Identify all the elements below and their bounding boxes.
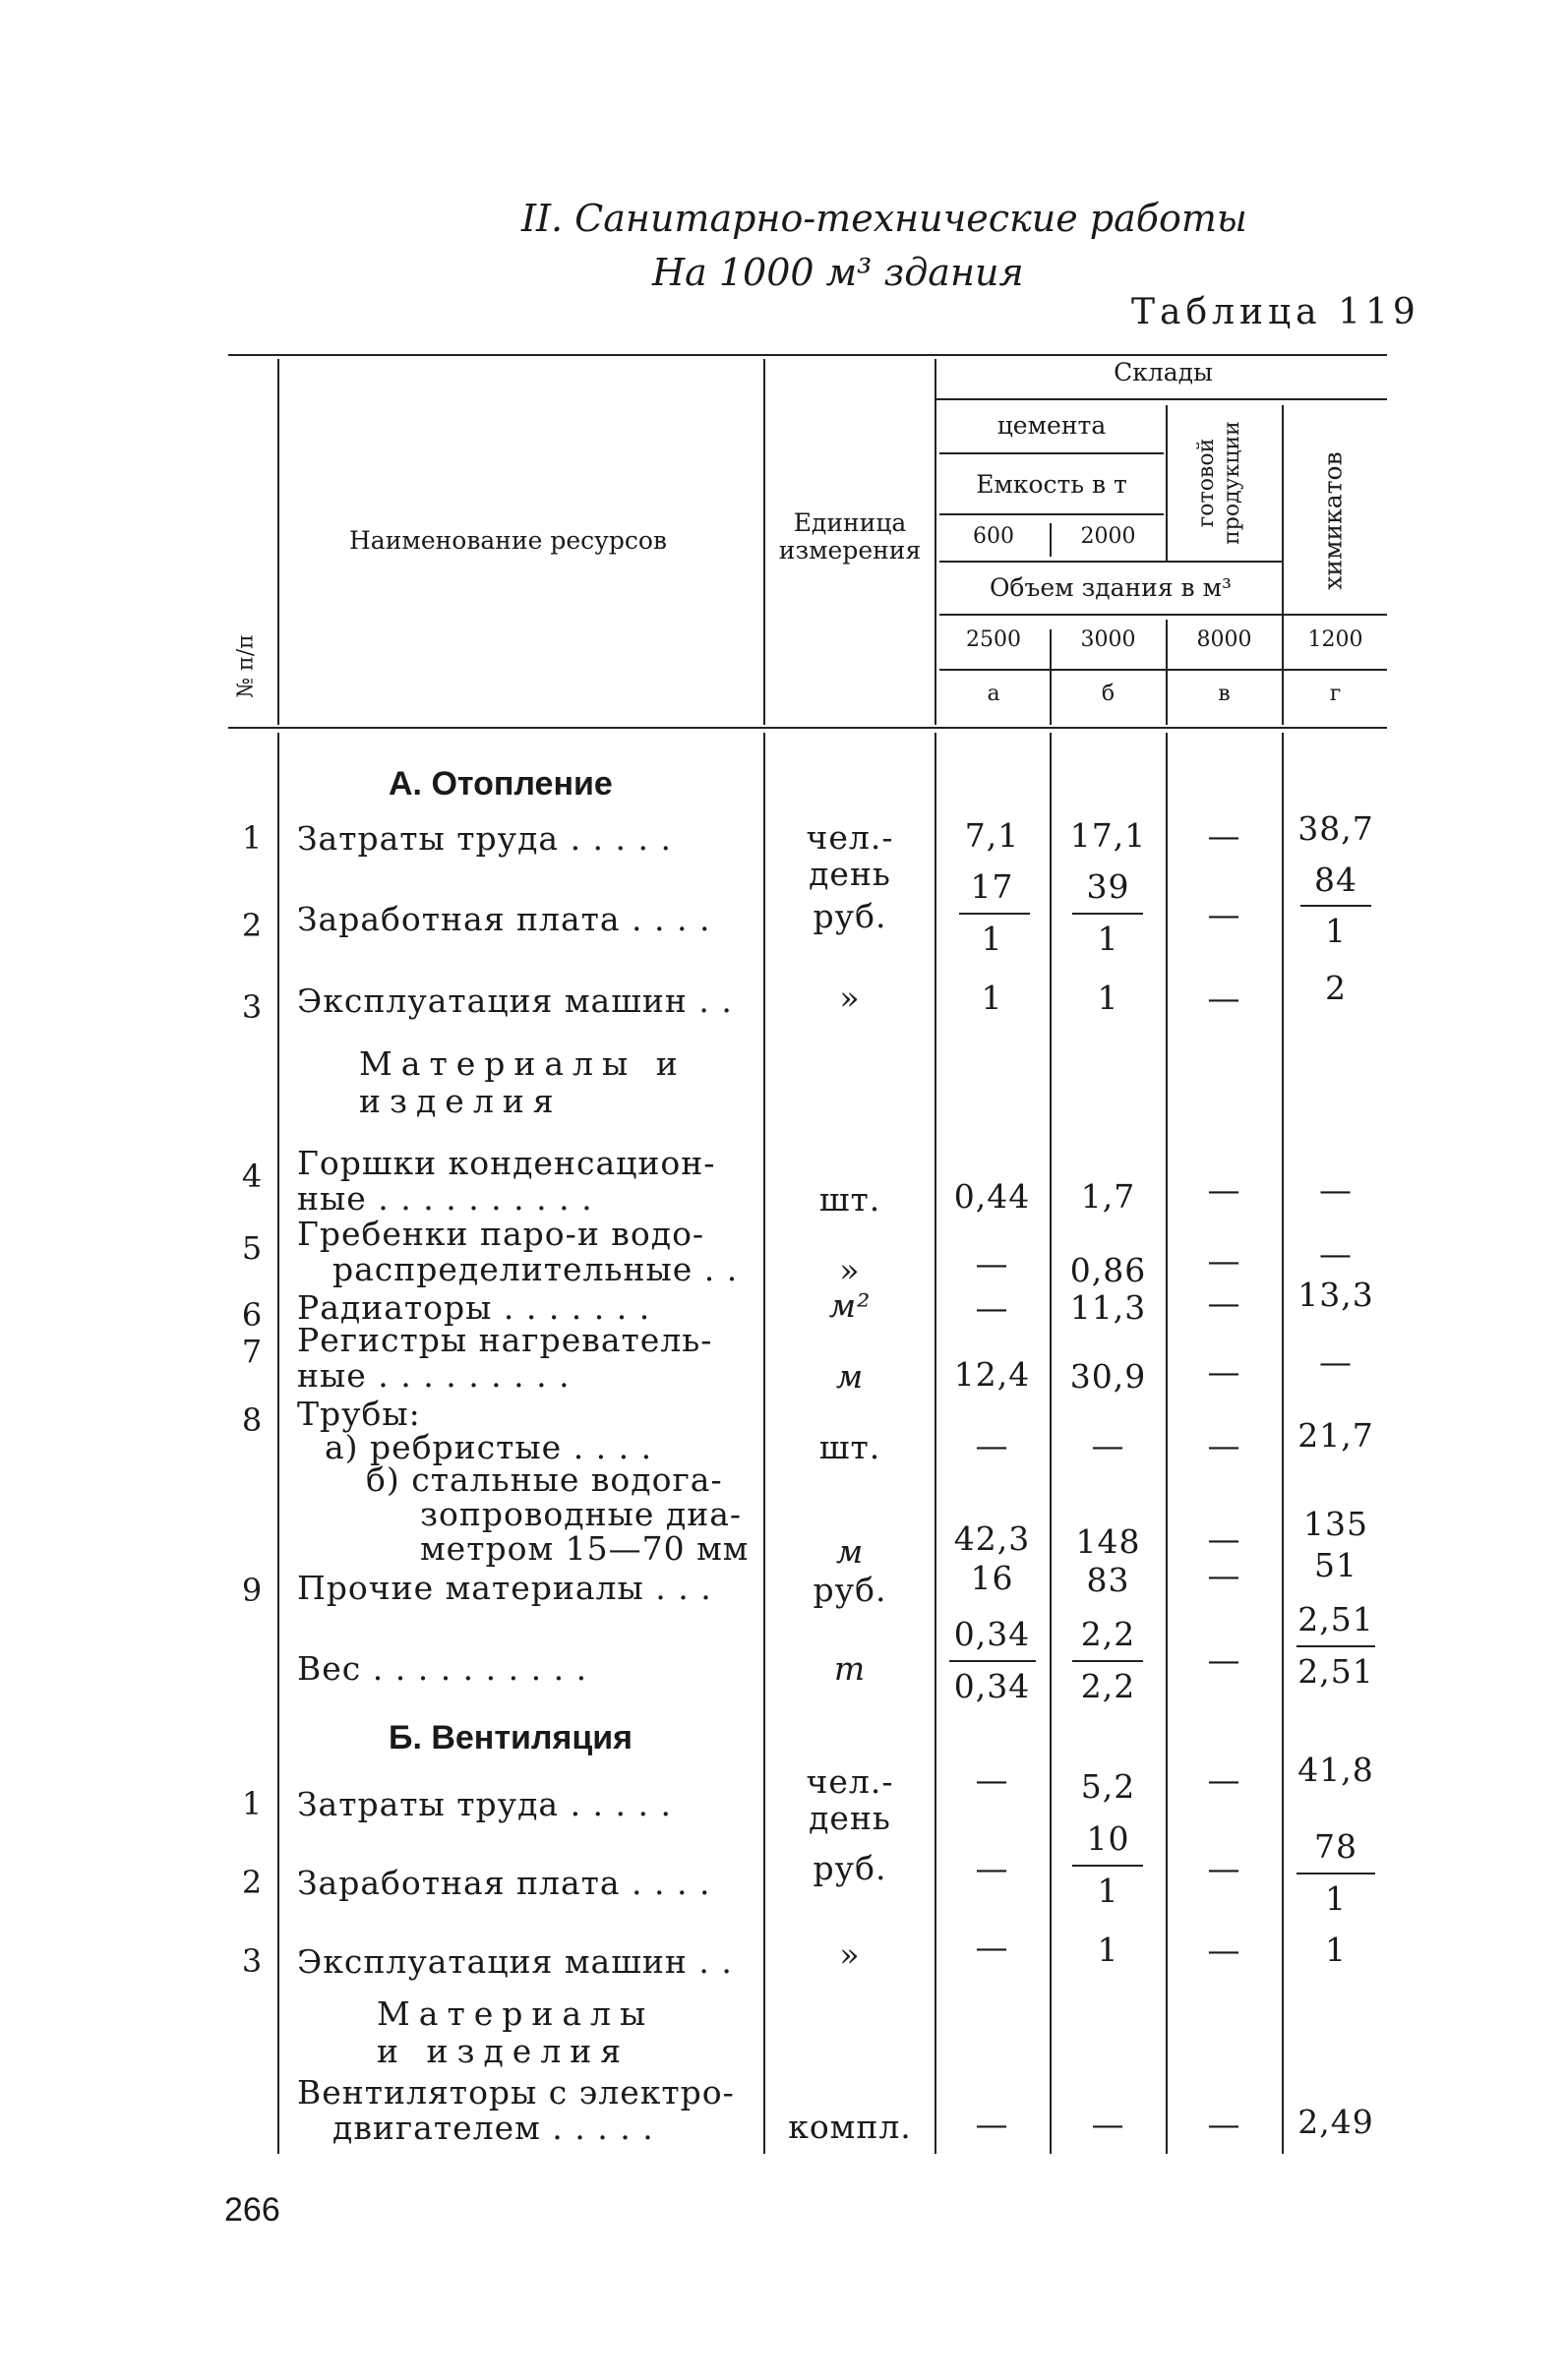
- row-number: 3: [241, 1942, 263, 1980]
- cell-b-denominator: 1: [1097, 920, 1119, 958]
- cell-g: 135: [1303, 1505, 1368, 1543]
- cell-v: —: [1207, 1931, 1241, 1969]
- row-name: Эксплуатация машин . .: [297, 1942, 733, 1981]
- row-unit: м: [835, 1532, 865, 1571]
- cell-a: 16: [970, 1559, 1014, 1597]
- table-label: Таблица 119: [1131, 292, 1420, 332]
- cell-a: 1: [981, 979, 1003, 1017]
- finished-products-header: готовой продукции: [1194, 421, 1244, 545]
- row-unit: шт.: [818, 1428, 881, 1466]
- cell-v: —: [1207, 1241, 1241, 1279]
- header-rule: [939, 452, 1164, 454]
- cement-header: цемента: [996, 411, 1107, 440]
- header-rule: [935, 398, 1387, 400]
- cell-g-denominator: 2,51: [1297, 1652, 1374, 1691]
- cell-b-numerator: 10: [1086, 1819, 1130, 1858]
- materials-heading: Материалы и: [359, 1044, 687, 1083]
- row-unit: чел.- день: [806, 818, 894, 893]
- capacity-600: 600: [973, 524, 1014, 549]
- cell-b-numerator: 39: [1086, 867, 1130, 906]
- capacity-2000: 2000: [1080, 524, 1136, 549]
- header-rule: [939, 561, 1282, 563]
- cell-v: —: [1207, 2105, 1241, 2143]
- cell-g: 1: [1325, 1931, 1347, 1969]
- cell-b-numerator: 2,2: [1080, 1615, 1136, 1653]
- row-unit: т: [833, 1649, 867, 1688]
- capacity-header: Емкость в т: [976, 470, 1127, 499]
- cell-g: 13,3: [1297, 1276, 1374, 1314]
- cell-g-numerator: 78: [1314, 1827, 1357, 1866]
- row-unit: руб.: [813, 1571, 887, 1609]
- body-divider: [1282, 733, 1284, 2154]
- cell-a: —: [975, 1288, 1009, 1327]
- row-number: 1: [241, 819, 263, 857]
- cell-a: —: [975, 1928, 1009, 1966]
- cell-a: —: [975, 1849, 1009, 1887]
- row-number: 3: [241, 988, 263, 1026]
- cell-b: 30,9: [1069, 1357, 1147, 1396]
- cell-b: 5,2: [1080, 1767, 1136, 1806]
- row-number: 2: [241, 1864, 263, 1901]
- cell-v: —: [1207, 895, 1241, 933]
- row-unit: м²: [828, 1286, 872, 1325]
- materials-heading: и изделия: [377, 2032, 631, 2070]
- cell-v: —: [1207, 1426, 1241, 1464]
- row-unit: »: [839, 1935, 861, 1974]
- header-divider: [935, 359, 936, 725]
- row-name: Эксплуатация машин . .: [297, 982, 733, 1020]
- cell-b: —: [1091, 1426, 1125, 1464]
- cell-a: 0,44: [953, 1177, 1031, 1216]
- header-rule: [939, 614, 1387, 616]
- cell-b: —: [1091, 2105, 1125, 2143]
- warehouses-header: Склады: [1114, 358, 1213, 387]
- volume-2500: 2500: [966, 627, 1021, 652]
- row-number: 1: [241, 1785, 263, 1822]
- cell-g: 51: [1314, 1546, 1357, 1584]
- row-number: 5: [241, 1229, 263, 1267]
- column-letter-v: в: [1218, 682, 1231, 706]
- materials-heading: Материалы: [377, 1994, 655, 2033]
- row-name: Заработная плата . . . .: [297, 900, 711, 938]
- cell-b: 11,3: [1069, 1288, 1147, 1327]
- section-ventilation: Б. Вентиляция: [389, 1719, 633, 1756]
- cell-g-numerator: 2,51: [1297, 1600, 1374, 1638]
- table-top-rule: [228, 354, 1387, 356]
- cell-v: —: [1207, 1556, 1241, 1594]
- cell-g-denominator: 1: [1325, 1879, 1347, 1918]
- row-name: Гребенки паро-и водо- распределительные . .: [297, 1215, 739, 1288]
- header-rule: [939, 513, 1164, 515]
- fraction-bar: [1072, 1660, 1143, 1662]
- col-name-header: Наименование ресурсов: [349, 526, 668, 555]
- row-number: 9: [241, 1572, 263, 1609]
- cell-g-denominator: 1: [1325, 912, 1347, 950]
- cell-v: —: [1207, 816, 1241, 855]
- row-name: Трубы:: [297, 1395, 421, 1433]
- fraction-bar: [1297, 1645, 1375, 1647]
- row-number: 4: [241, 1158, 263, 1195]
- row-name: Затраты труда . . . . .: [297, 819, 672, 858]
- cell-a-numerator: 0,34: [953, 1615, 1031, 1653]
- cell-g: 41,8: [1297, 1751, 1374, 1789]
- col-unit-header: Единица измерения: [778, 508, 922, 565]
- cell-a-numerator: 17: [970, 867, 1014, 906]
- fraction-bar: [949, 1660, 1036, 1662]
- cell-b-denominator: 1: [1097, 1872, 1119, 1910]
- body-divider: [277, 733, 279, 2154]
- body-divider: [763, 733, 765, 2154]
- header-rule: [939, 669, 1387, 671]
- column-letter-b: б: [1101, 682, 1116, 706]
- row-name: Заработная плата . . . .: [297, 1864, 711, 1902]
- cell-g: 2: [1325, 969, 1347, 1007]
- subtitle: На 1000 м³ здания: [652, 251, 1024, 294]
- header-divider: [277, 359, 279, 725]
- cell-g: —: [1319, 1234, 1353, 1273]
- col-no-header: № п/п: [233, 634, 259, 698]
- cell-a: —: [975, 1760, 1009, 1799]
- row-unit: шт.: [818, 1180, 881, 1219]
- cell-b: 17,1: [1069, 816, 1147, 855]
- fraction-bar: [1300, 905, 1371, 907]
- section-title: II. Санитарно-технические работы: [521, 197, 1247, 240]
- header-divider: [1166, 405, 1168, 563]
- body-divider: [1166, 733, 1168, 2154]
- row-unit: компл.: [788, 2108, 912, 2146]
- cell-g: —: [1319, 1170, 1353, 1209]
- cell-a-denominator: 1: [981, 920, 1003, 958]
- cell-v: —: [1207, 1170, 1241, 1209]
- cell-g: 21,7: [1297, 1416, 1374, 1455]
- chemicals-header: химикатов: [1318, 451, 1348, 590]
- row-subitem: б) стальные водога- зопроводные диа- метром 15—70 мм: [366, 1460, 750, 1568]
- row-number: 6: [241, 1296, 263, 1334]
- row-name: Горшки конденсацион- ные . . . . . . . . . .: [297, 1144, 716, 1218]
- cell-v: —: [1207, 979, 1241, 1017]
- body-divider: [1050, 733, 1052, 2154]
- cell-b: 1: [1097, 1931, 1119, 1969]
- header-divider: [1166, 620, 1168, 725]
- fraction-bar: [1297, 1873, 1375, 1874]
- cell-g: 38,7: [1297, 809, 1374, 848]
- cell-b: 83: [1086, 1561, 1130, 1599]
- header-divider: [1282, 405, 1284, 725]
- cell-a: 7,1: [964, 816, 1020, 855]
- cell-a: —: [975, 2105, 1009, 2143]
- cell-a: —: [975, 1426, 1009, 1464]
- row-subitem: а) ребристые . . . .: [325, 1428, 653, 1466]
- cell-v: —: [1207, 1640, 1241, 1679]
- column-letter-g: г: [1329, 682, 1342, 706]
- cell-b: 148: [1075, 1522, 1141, 1561]
- row-unit: руб.: [813, 897, 887, 935]
- cell-g: 2,49: [1297, 2103, 1374, 2141]
- row-unit: чел.- день: [806, 1762, 894, 1837]
- row-unit: »: [839, 1251, 861, 1289]
- materials-heading: изделия: [359, 1082, 563, 1120]
- cell-v: —: [1207, 1760, 1241, 1799]
- cell-v: —: [1207, 1283, 1241, 1322]
- cell-g: —: [1319, 1342, 1353, 1381]
- row-unit: »: [839, 979, 861, 1017]
- cell-a: 12,4: [953, 1355, 1031, 1394]
- row-name: Вес . . . . . . . . . .: [297, 1649, 588, 1688]
- row-name: Прочие материалы . . .: [297, 1569, 712, 1607]
- volume-1200: 1200: [1307, 627, 1363, 652]
- fraction-bar: [959, 913, 1030, 915]
- row-name: Затраты труда . . . . .: [297, 1785, 672, 1823]
- row-number: 8: [241, 1401, 263, 1439]
- cell-b: 1,7: [1080, 1177, 1136, 1216]
- row-unit: руб.: [813, 1849, 887, 1887]
- row-number: 7: [241, 1333, 263, 1370]
- cell-a: 42,3: [953, 1519, 1031, 1558]
- header-divider: [1050, 523, 1052, 557]
- row-number: 2: [241, 907, 263, 944]
- column-letter-a: а: [987, 682, 1000, 706]
- row-name: Вентиляторы с электро- двигателем . . . . .: [297, 2073, 735, 2147]
- fraction-bar: [1072, 1865, 1143, 1867]
- header-divider: [1050, 629, 1052, 725]
- row-name: Регистры нагреватель- ные . . . . . . . . .: [297, 1321, 713, 1395]
- volume-8000: 8000: [1196, 627, 1252, 652]
- fraction-bar: [1072, 913, 1143, 915]
- cell-g-numerator: 84: [1314, 861, 1357, 899]
- volume-header: Объем здания в м³: [989, 573, 1233, 602]
- page-number: 266: [224, 2191, 280, 2229]
- cell-v: —: [1207, 1849, 1241, 1887]
- header-bottom-rule: [228, 727, 1387, 729]
- row-unit: м: [835, 1357, 865, 1396]
- section-heating: А. Отопление: [389, 765, 613, 803]
- cell-b: 1: [1097, 979, 1119, 1017]
- cell-a: —: [975, 1244, 1009, 1282]
- cell-a-denominator: 0,34: [953, 1667, 1031, 1705]
- cell-v: —: [1207, 1352, 1241, 1391]
- cell-v: —: [1207, 1519, 1241, 1558]
- row-name: Радиаторы . . . . . . .: [297, 1288, 651, 1327]
- cell-b-denominator: 2,2: [1080, 1667, 1136, 1705]
- volume-3000: 3000: [1080, 627, 1136, 652]
- cell-b: 0,86: [1069, 1251, 1147, 1289]
